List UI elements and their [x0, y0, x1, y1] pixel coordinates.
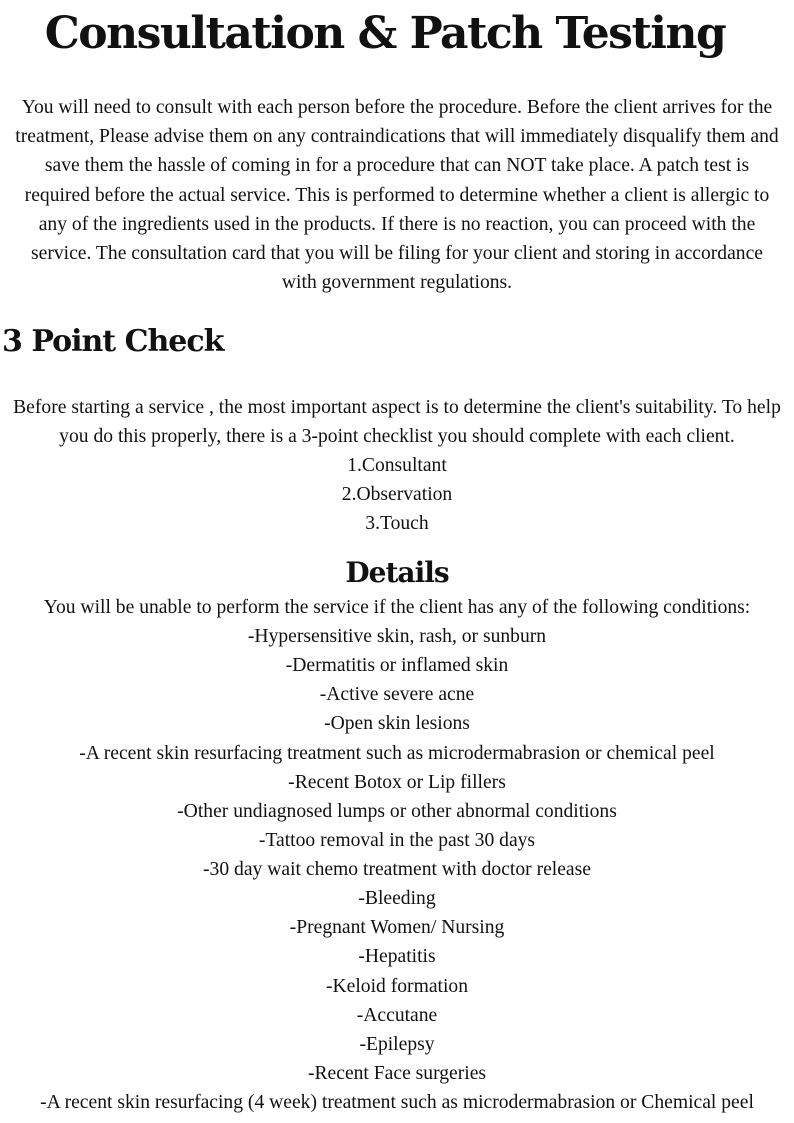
- contraindications-list: [0, 622, 794, 1117]
- list-item: -Recent Botox or Lip fillers: [288, 771, 506, 793]
- list-item: -Active severe acne: [319, 684, 475, 706]
- three-point-check-heading: 3 Point Check: [2, 324, 224, 359]
- list-item: -Open skin lesions: [324, 713, 470, 735]
- list-item: -Hepatitis: [358, 946, 436, 968]
- list-item: -30 day wait chemo treatment with doctor release: [203, 859, 591, 880]
- list-item: -A recent skin resurfacing treatment such as microdermabrasion or chemical peel: [79, 742, 715, 764]
- list-item: -Bleeding: [358, 888, 436, 910]
- list-item: -Tattoo removal in the past 30 days: [258, 829, 536, 851]
- list-item: -Epilepsy: [359, 1033, 435, 1055]
- list-item: -Keloid formation: [325, 975, 469, 997]
- checklist-item: 3.Touch: [365, 513, 429, 535]
- list-item: -Hypersensitive skin, rash, or sunburn: [247, 626, 547, 647]
- list-item: -Pregnant Women/ Nursing: [289, 917, 505, 939]
- details-intro: You will be unable to perform the service if the client has any of the following conditions:: [43, 597, 751, 618]
- checklist-item: 1.Consultant: [347, 455, 447, 476]
- list-item: -Accutane: [356, 1004, 438, 1026]
- three-point-check-intro: Before starting a service , the most important aspect is to determine the client's suitability. To help you do this properly, there is a 3-point checklist you should complete with each client.: [13, 397, 781, 448]
- list-item: -A recent skin resurfacing (4 week) treatment such as microdermabrasion or Chemical peel: [40, 1092, 754, 1113]
- page-title: Consultation & Patch Testing: [44, 8, 726, 59]
- details-heading: Details: [345, 556, 449, 589]
- list-item: -Other undiagnosed lumps or other abnormal conditions: [177, 800, 617, 822]
- three-point-checklist: [0, 451, 794, 539]
- list-item: -Recent Face surgeries: [307, 1062, 487, 1084]
- list-item: -Dermatitis or inflamed skin: [285, 655, 509, 677]
- intro-paragraph: You will need to consult with each person before the procedure. Before the client arrives for the treatment, Please advise them on any contraindications that will immediately disqualify them and save them the hassle of coming in for a procedure that can NOT take place. A patch test is required before the actual service. This is performed to determine whether a client is allergic to any of the ingredients used in the products. If there is no reaction, you can proceed with the service. The consultation card that you will be filing for your client and storing in accordance with government regulations.: [15, 97, 779, 294]
- checklist-item: 2.Observation: [341, 484, 453, 506]
